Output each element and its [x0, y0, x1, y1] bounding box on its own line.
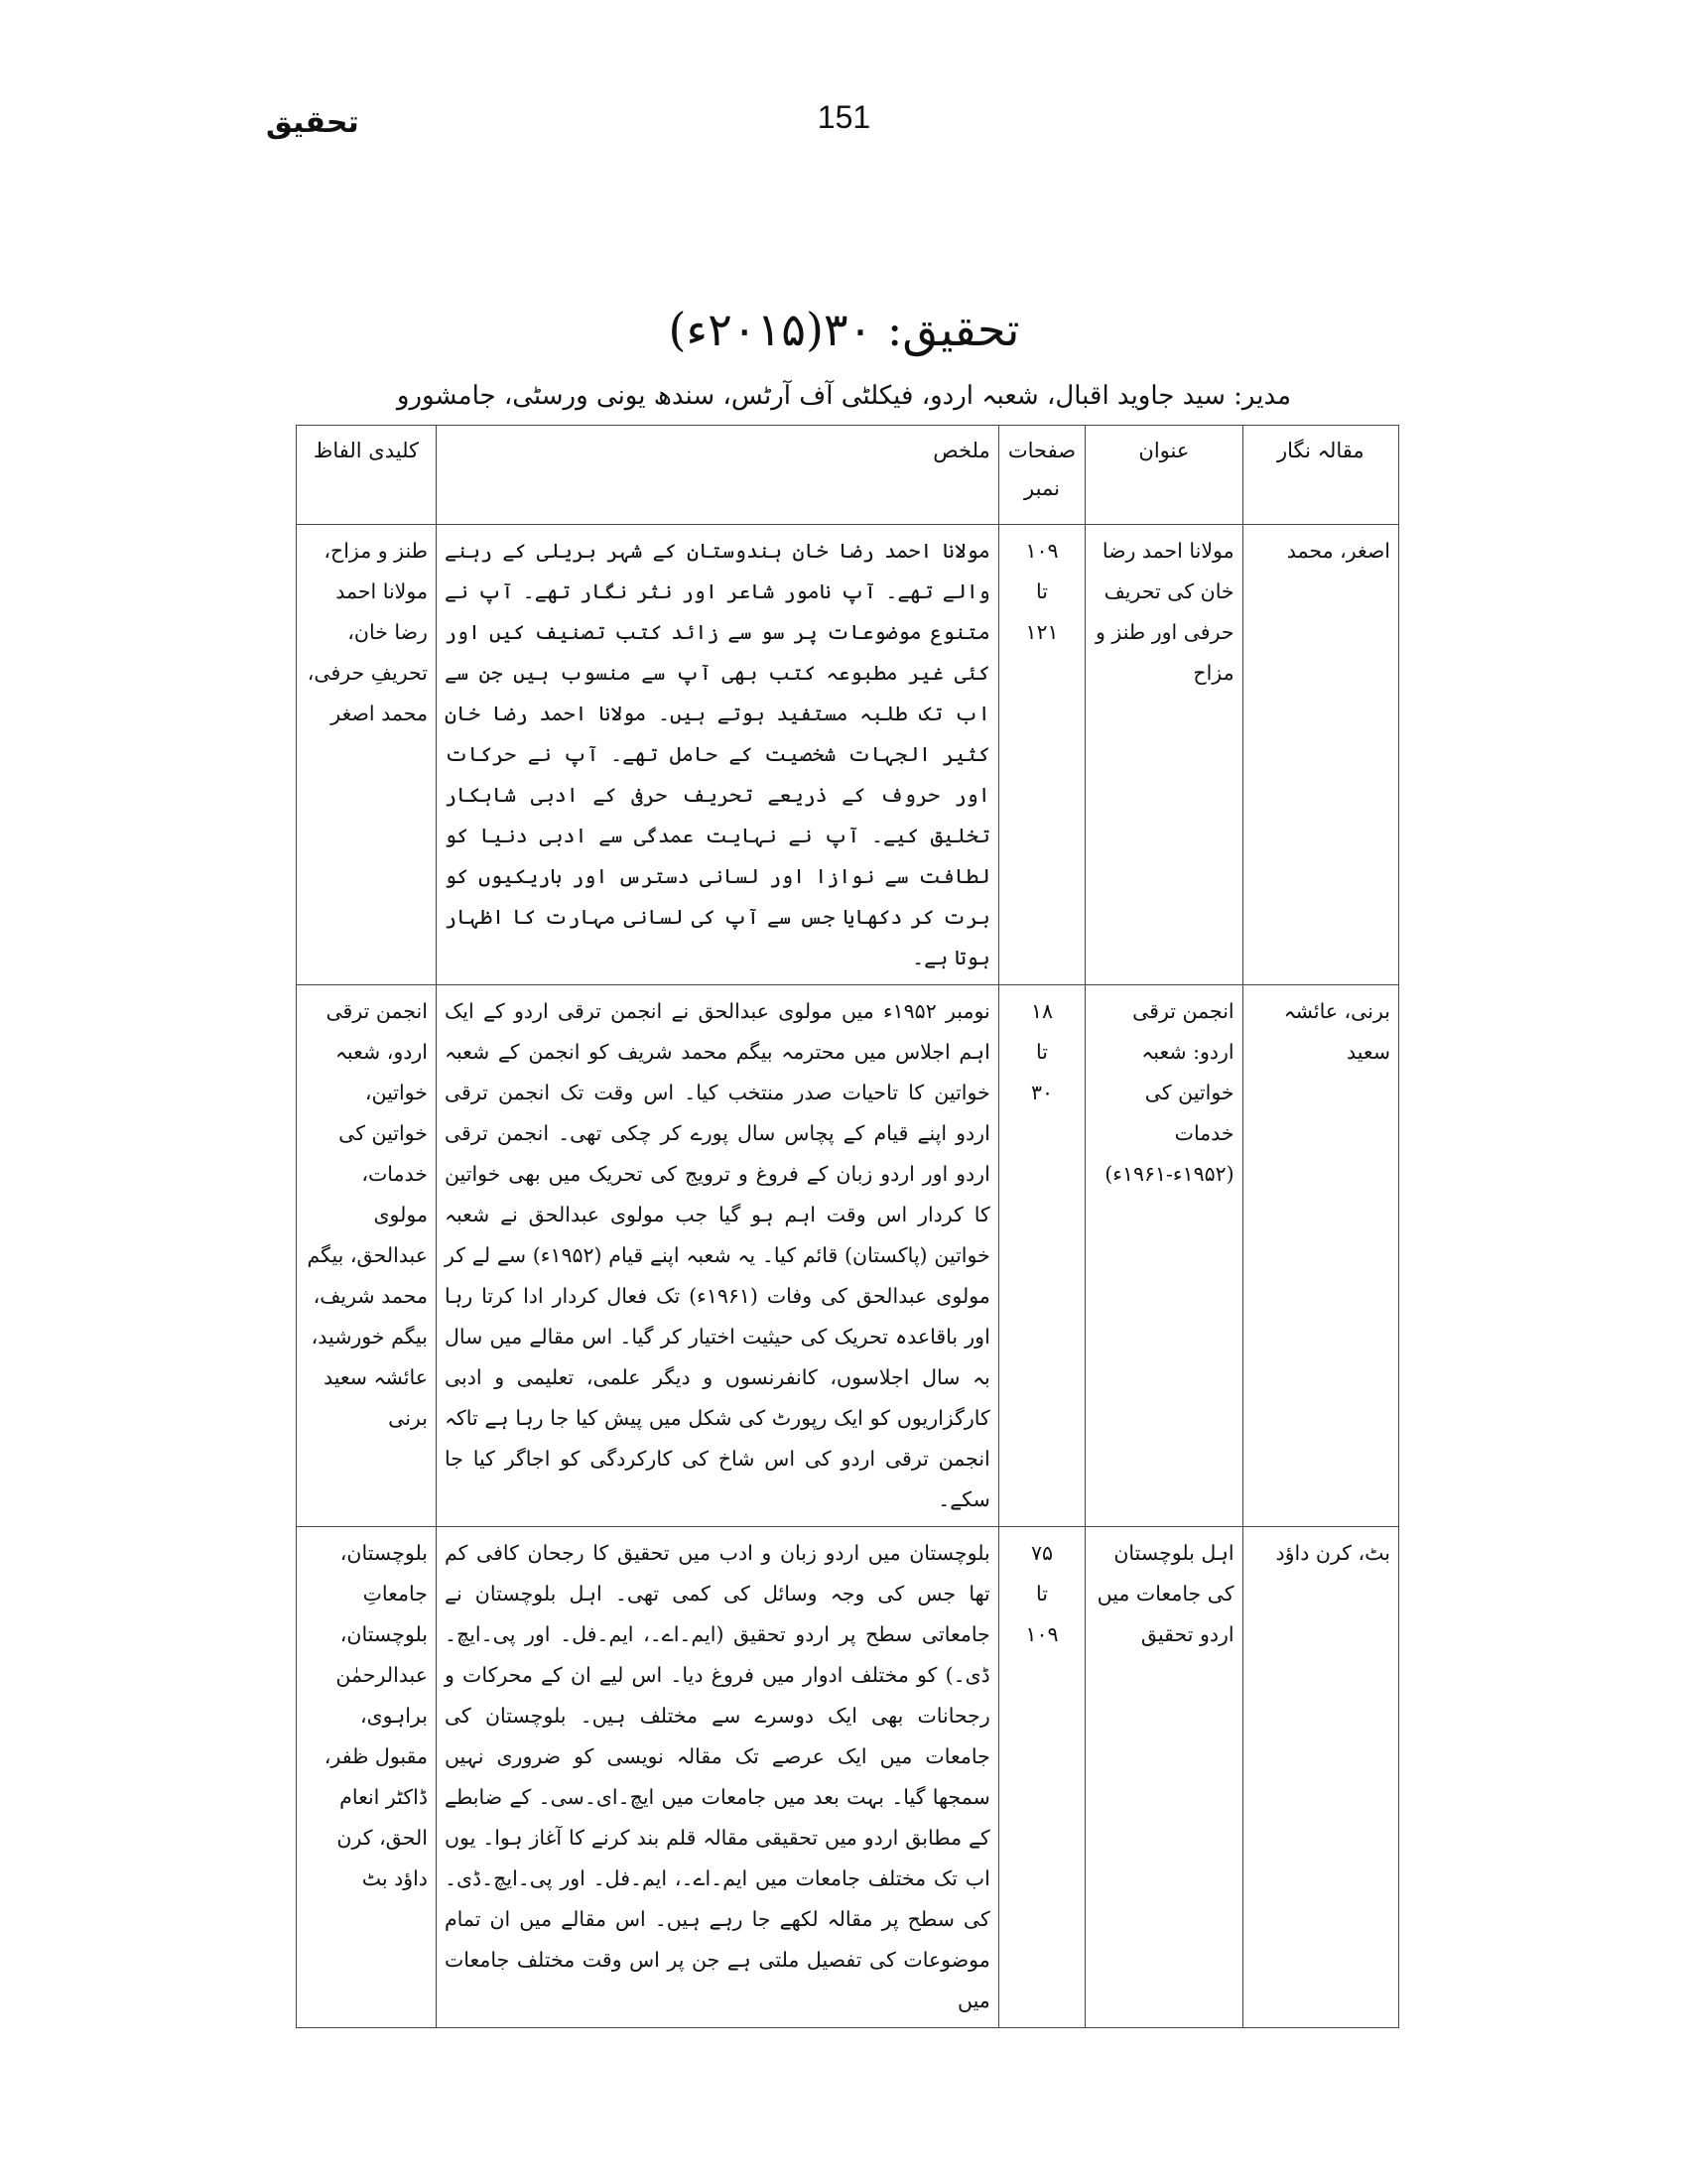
row-title: مولانا احمد رضا خان کی تحریف حرفی اور طنز و مزاح — [1086, 525, 1242, 985]
table-row — [297, 525, 1399, 985]
page-start: ۷۵ — [1030, 1541, 1053, 1565]
header-abstract: ملخص — [436, 426, 998, 525]
page-number: 151 — [817, 99, 871, 135]
table-header-row — [297, 426, 1399, 525]
article-index-table — [296, 425, 1399, 2028]
page-end: ۳۰ — [1030, 1081, 1053, 1104]
page-start: ۱۸ — [1030, 999, 1053, 1023]
row-author: برنی، عائشہ سعید — [1242, 985, 1398, 1527]
row-pages — [998, 1527, 1085, 2028]
running-title: تحقیق — [266, 105, 359, 140]
row-pages — [998, 525, 1085, 985]
page-end: ۱۰۹ — [1025, 1622, 1059, 1646]
row-abstract: مولانا احمد رضا خان ہندوستان کے شہر بریلی کے رہنے والے تھے۔ آپ نامور شاعر اور نثر نگار تھے۔ آپ نے متنوع موضوعات پر سو سے زائد کتب تصنیف کیں اور کئی غیر مطبوعہ کتب بھی آپ سے منسوب ہیں جن سے اب تک طلبہ مستفید ہوتے ہیں۔ مولانا احمد رضا خان کثیر الجہات شخصیت کے حامل تھے۔ آپ نے حرکات اور حروف کے ذریعے تحریف حرفی کے ادبی شاہکار تخلیق کیے۔ آپ نے نہایت عمدگی سے ادبی دنیا کو لطافت سے نوازا اور لسانی دسترس اور باریکیوں کو برت کر دکھایا جس سے آپ کی لسانی مہارت کا اظہار ہوتا ہے۔ — [436, 525, 998, 985]
page-end: ۱۲۱ — [1025, 620, 1059, 644]
page-to: تا — [1036, 579, 1048, 603]
table-row — [297, 1527, 1399, 2028]
header-pages: صفحات نمبر — [998, 426, 1085, 525]
header-author: مقالہ نگار — [1242, 426, 1398, 525]
page-to: تا — [1036, 1040, 1048, 1064]
row-author: بٹ، کرن داؤد — [1242, 1527, 1398, 2028]
editor-line: مدیر: سید جاوید اقبال، شعبہ اردو، فیکلٹی آف آرٹس، سندھ یونی ورسٹی، جامشورو — [396, 381, 1292, 411]
row-abstract: بلوچستان میں اردو زبان و ادب میں تحقیق کا رجحان کافی کم تھا جس کی وجہ وسائل کی کمی تھی۔ اہل بلوچستان نے جامعاتی سطح پر اردو تحقیق (ایم۔اے۔، ایم۔فل۔ اور پی۔ایچ۔ڈی۔) کو مختلف ادوار میں فروغ دیا۔ اس لیے ان کے محرکات و رجحانات بھی ایک دوسرے سے مختلف ہیں۔ بلوچستان کی جامعات میں ایک عرصے تک مقالہ نویسی کو ضروری نہیں سمجھا گیا۔ بہت بعد میں جامعات میں ایچ۔ای۔سی۔ کے ضابطے کے مطابق اردو میں تحقیقی مقالہ قلم بند کرنے کا آغاز ہوا۔ یوں اب تک مختلف جامعات میں ایم۔اے۔، ایم۔فل۔ اور پی۔ایچ۔ڈی۔ کی سطح پر مقالہ لکھے جا رہے ہیں۔ اس مقالے میں ان تمام موضوعات کی تفصیل ملتی ہے جن پر اس وقت مختلف جامعات میں — [436, 1527, 998, 2028]
table-row — [297, 985, 1399, 1527]
journal-title: تحقیق: ۳۰(۲۰۱۵ء) — [668, 303, 1020, 356]
row-pages — [998, 985, 1085, 1527]
header-keywords: کلیدی الفاظ — [297, 426, 437, 525]
row-author: اصغر، محمد — [1242, 525, 1398, 985]
row-keywords: طنز و مزاح، مولانا احمد رضا خان، تحریفِ حرفی، محمد اصغر — [297, 525, 437, 985]
row-abstract: نومبر ۱۹۵۲ء میں مولوی عبدالحق نے انجمن ترقی اردو کے ایک اہم اجلاس میں محترمہ بیگم محمد شریف کو انجمن کے شعبہ خواتین کا تاحیات صدر منتخب کیا۔ اس وقت تک انجمن ترقی اردو اپنے قیام کے پچاس سال پورے کر چکی تھی۔ انجمن ترقی اردو اور اردو زبان کے فروغ و ترویج کی تحریک میں بھی خواتین کا کردار اس وقت اہم ہو گیا جب مولوی عبدالحق نے شعبہ خواتین (پاکستان) قائم کیا۔ یہ شعبہ اپنے قیام (۱۹۵۲ء) سے لے کر مولوی عبدالحق کی وفات (۱۹۶۱ء) تک فعال کردار ادا کرتا رہا اور باقاعدہ تحریک کی حیثیت اختیار کر گیا۔ اس مقالے میں سال بہ سال اجلاسوں، کانفرنسوں و دیگر علمی، تعلیمی و ادبی کارگزاریوں کو ایک رپورٹ کی شکل میں پیش کیا جا رہا ہے تاکہ انجمن ترقی اردو کی اس شاخ کی کارکردگی کو اجاگر کیا جا سکے۔ — [436, 985, 998, 1527]
page-to: تا — [1036, 1582, 1048, 1606]
row-keywords: بلوچستان، جامعاتِ بلوچستان، عبدالرحمٰن براہوی، مقبول ظفر، ڈاکٹر انعام الحق، کرن داؤد بٹ — [297, 1527, 437, 2028]
row-keywords: انجمن ترقی اردو، شعبہ خواتین، خواتین کی خدمات، مولوی عبدالحق، بیگم محمد شریف، بیگم خورشید، عائشہ سعید برنی — [297, 985, 437, 1527]
row-title: انجمن ترقی اردو: شعبہ خواتین کی خدمات (۱۹۵۲ء-۱۹۶۱ء) — [1086, 985, 1242, 1527]
page-start: ۱۰۹ — [1025, 539, 1059, 563]
header-title: عنوان — [1086, 426, 1242, 525]
row-title: اہل بلوچستان کی جامعات میں اردو تحقیق — [1086, 1527, 1242, 2028]
